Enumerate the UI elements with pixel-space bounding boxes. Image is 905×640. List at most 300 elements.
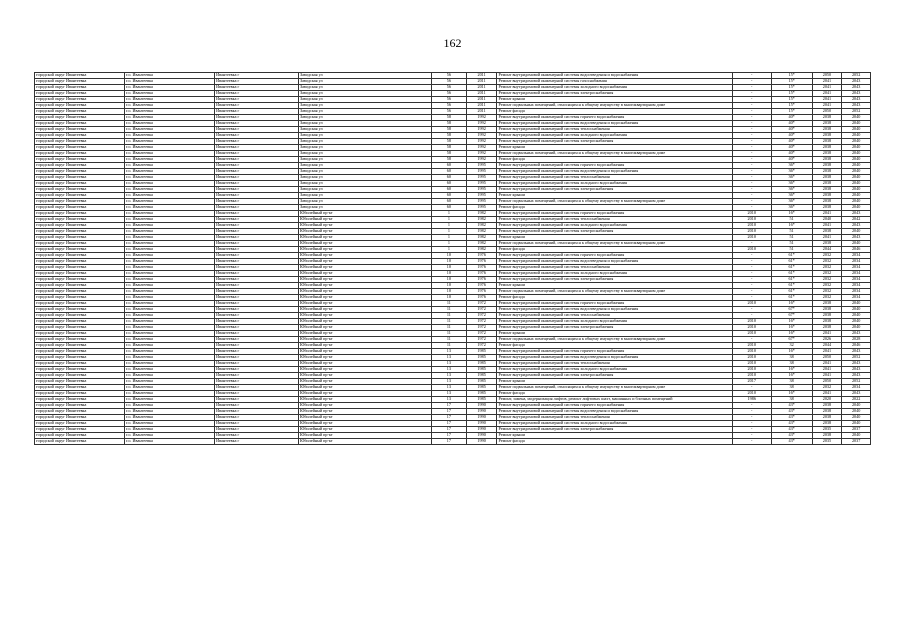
build-year-cell: 1990 xyxy=(466,403,497,409)
municipality-cell: городской округ Ивантеевка xyxy=(35,301,125,307)
district-cell: г.о. Ивантеевка xyxy=(125,337,215,343)
street-cell: Заводская ул xyxy=(298,97,431,103)
last-repair-year-cell: - xyxy=(732,205,771,211)
wear-cell: 40* xyxy=(771,121,812,127)
end-year-cell: 2040 xyxy=(842,169,871,175)
street-cell: Заводская ул xyxy=(298,205,431,211)
district-cell: г.о. Ивантеевка xyxy=(125,157,215,163)
wear-cell: 61* xyxy=(771,295,812,301)
start-year-cell: 2020 xyxy=(812,397,842,403)
wear-cell: 16* xyxy=(771,325,812,331)
city-cell: Ивантеевка г xyxy=(215,139,299,145)
municipality-cell: городской округ Ивантеевка xyxy=(35,103,125,109)
last-repair-year-cell: - xyxy=(732,259,771,265)
city-cell: Ивантеевка г xyxy=(215,343,299,349)
build-year-cell: 1976 xyxy=(466,277,497,283)
work-type-cell: Ремонт внутридомовой инженерной системы горячего водоснабжения xyxy=(497,163,732,169)
build-year-cell: 1976 xyxy=(466,283,497,289)
street-cell: Юбилейный пр-кт xyxy=(298,391,431,397)
house-number-cell: 11 xyxy=(431,337,466,343)
last-repair-year-cell: - xyxy=(732,403,771,409)
city-cell: Ивантеевка г xyxy=(215,235,299,241)
house-number-cell: 13 xyxy=(431,361,466,367)
wear-cell: 36* xyxy=(771,169,812,175)
wear-cell: 67* xyxy=(771,337,812,343)
house-number-cell: 10 xyxy=(431,253,466,259)
municipality-cell: городской округ Ивантеевка xyxy=(35,229,125,235)
street-cell: Юбилейный пр-кт xyxy=(298,253,431,259)
build-year-cell: 1985 xyxy=(466,385,497,391)
municipality-cell: городской округ Ивантеевка xyxy=(35,205,125,211)
start-year-cell: 2038 xyxy=(812,115,842,121)
wear-cell: 67* xyxy=(771,307,812,313)
municipality-cell: городской округ Ивантеевка xyxy=(35,121,125,127)
street-cell: Юбилейный пр-кт xyxy=(298,397,431,403)
city-cell: Ивантеевка г xyxy=(215,295,299,301)
wear-cell: 15* xyxy=(771,85,812,91)
wear-cell: 51 xyxy=(771,235,812,241)
city-cell: Ивантеевка г xyxy=(215,115,299,121)
build-year-cell: 1985 xyxy=(466,361,497,367)
city-cell: Ивантеевка г xyxy=(215,187,299,193)
work-type-cell: Ремонт внутридомовой инженерной системы холодного водоснабжения xyxy=(497,421,732,427)
start-year-cell: 2041 xyxy=(812,97,842,103)
work-type-cell: Ремонт внутридомовой инженерной системы электроснабжения xyxy=(497,325,732,331)
last-repair-year-cell: 2010 xyxy=(732,331,771,337)
start-year-cell: 2041 xyxy=(812,373,842,379)
build-year-cell: 1992 xyxy=(466,157,497,163)
end-year-cell: 2034 xyxy=(842,271,871,277)
end-year-cell: 2034 xyxy=(842,385,871,391)
street-cell: Заводская ул xyxy=(298,79,431,85)
house-number-cell: 58 xyxy=(431,133,466,139)
end-year-cell: 2040 xyxy=(842,199,871,205)
municipality-cell: городской округ Ивантеевка xyxy=(35,85,125,91)
street-cell: Юбилейный пр-кт xyxy=(298,307,431,313)
wear-cell: 40* xyxy=(771,139,812,145)
wear-cell: 36* xyxy=(771,193,812,199)
work-type-cell: Ремонт внутридомовой инженерной системы горячего водоснабжения xyxy=(497,301,732,307)
work-type-cell: Ремонт внутридомовой инженерной системы водоотведения и водоснабжения xyxy=(497,355,732,361)
last-repair-year-cell: - xyxy=(732,73,771,79)
end-year-cell: 2043 xyxy=(842,349,871,355)
end-year-cell: 2043 xyxy=(842,211,871,217)
build-year-cell: 1976 xyxy=(466,259,497,265)
end-year-cell: 2034 xyxy=(842,277,871,283)
house-number-cell: 11 xyxy=(431,331,466,337)
wear-cell: 61* xyxy=(771,259,812,265)
municipality-cell: городской округ Ивантеевка xyxy=(35,253,125,259)
city-cell: Ивантеевка г xyxy=(215,127,299,133)
start-year-cell: 2032 xyxy=(812,385,842,391)
work-type-cell: Ремонт фасада xyxy=(497,157,732,163)
wear-cell: 16* xyxy=(771,373,812,379)
build-year-cell: 1976 xyxy=(466,271,497,277)
start-year-cell: 2032 xyxy=(812,253,842,259)
city-cell: Ивантеевка г xyxy=(215,199,299,205)
district-cell: г.о. Ивантеевка xyxy=(125,301,215,307)
house-number-cell: 17 xyxy=(431,403,466,409)
wear-cell: 43* xyxy=(771,403,812,409)
start-year-cell: 2041 xyxy=(812,391,842,397)
street-cell: Заводская ул xyxy=(298,133,431,139)
district-cell: г.о. Ивантеевка xyxy=(125,271,215,277)
house-number-cell: 17 xyxy=(431,427,466,433)
house-number-cell: 58 xyxy=(431,115,466,121)
work-type-cell: Ремонт фасада xyxy=(497,247,732,253)
build-year-cell: 2011 xyxy=(466,79,497,85)
district-cell: г.о. Ивантеевка xyxy=(125,307,215,313)
city-cell: Ивантеевка г xyxy=(215,109,299,115)
last-repair-year-cell: - xyxy=(732,139,771,145)
build-year-cell: 1982 xyxy=(466,247,497,253)
city-cell: Ивантеевка г xyxy=(215,151,299,157)
district-cell: г.о. Ивантеевка xyxy=(125,211,215,217)
wear-cell: 40* xyxy=(771,157,812,163)
last-repair-year-cell: - xyxy=(732,151,771,157)
district-cell: г.о. Ивантеевка xyxy=(125,145,215,151)
build-year-cell: 1995 xyxy=(466,163,497,169)
city-cell: Ивантеевка г xyxy=(215,439,299,445)
district-cell: г.о. Ивантеевка xyxy=(125,193,215,199)
end-year-cell: 2043 xyxy=(842,103,871,109)
city-cell: Ивантеевка г xyxy=(215,433,299,439)
city-cell: Ивантеевка г xyxy=(215,325,299,331)
last-repair-year-cell: 2010 xyxy=(732,217,771,223)
work-type-cell: Ремонт внутридомовой инженерной системы горячего водоснабжения xyxy=(497,115,732,121)
start-year-cell: 2038 xyxy=(812,175,842,181)
street-cell: Юбилейный пр-кт xyxy=(298,415,431,421)
end-year-cell: 2046 xyxy=(842,247,871,253)
city-cell: Ивантеевка г xyxy=(215,97,299,103)
last-repair-year-cell: - xyxy=(732,157,771,163)
start-year-cell: 2032 xyxy=(812,271,842,277)
house-number-cell: 13 xyxy=(431,391,466,397)
last-repair-year-cell: 1986 xyxy=(732,397,771,403)
house-number-cell: 13 xyxy=(431,355,466,361)
end-year-cell: 2040 xyxy=(842,163,871,169)
municipality-cell: городской округ Ивантеевка xyxy=(35,307,125,313)
city-cell: Ивантеевка г xyxy=(215,289,299,295)
municipality-cell: городской округ Ивантеевка xyxy=(35,211,125,217)
municipality-cell: городской округ Ивантеевка xyxy=(35,343,125,349)
city-cell: Ивантеевка г xyxy=(215,247,299,253)
end-year-cell: 2034 xyxy=(842,289,871,295)
house-number-cell: 11 xyxy=(431,343,466,349)
district-cell: г.о. Ивантеевка xyxy=(125,403,215,409)
build-year-cell: 2011 xyxy=(466,85,497,91)
build-year-cell: 1982 xyxy=(466,223,497,229)
municipality-cell: городской округ Ивантеевка xyxy=(35,367,125,373)
last-repair-year-cell: - xyxy=(732,307,771,313)
district-cell: г.о. Ивантеевка xyxy=(125,277,215,283)
start-year-cell: 2038 xyxy=(812,241,842,247)
work-type-cell: Ремонт внутридомовой инженерной системы водоотведения и водоснабжения xyxy=(497,73,732,79)
last-repair-year-cell: - xyxy=(732,193,771,199)
municipality-cell: городской округ Ивантеевка xyxy=(35,145,125,151)
build-year-cell: 1992 xyxy=(466,115,497,121)
house-number-cell: 1 xyxy=(431,229,466,235)
street-cell: Заводская ул xyxy=(298,103,431,109)
last-repair-year-cell: 2017 xyxy=(732,379,771,385)
end-year-cell: 2040 xyxy=(842,301,871,307)
work-type-cell: Ремонт внутридомовой инженерной системы электроснабжения xyxy=(497,91,732,97)
municipality-cell: городской округ Ивантеевка xyxy=(35,391,125,397)
district-cell: г.о. Ивантеевка xyxy=(125,169,215,175)
work-type-cell: Ремонт фасада xyxy=(497,439,732,445)
end-year-cell: 2040 xyxy=(842,115,871,121)
last-repair-year-cell: 2010 xyxy=(732,343,771,349)
city-cell: Ивантеевка г xyxy=(215,145,299,151)
city-cell: Ивантеевка г xyxy=(215,193,299,199)
district-cell: г.о. Ивантеевка xyxy=(125,253,215,259)
municipality-cell: городской округ Ивантеевка xyxy=(35,247,125,253)
wear-cell: 16* xyxy=(771,211,812,217)
end-year-cell: 2040 xyxy=(842,151,871,157)
municipality-cell: городской округ Ивантеевка xyxy=(35,295,125,301)
work-type-cell: Ремонт внутридомовой инженерной системы электроснабжения xyxy=(497,229,732,235)
municipality-cell: городской округ Ивантеевка xyxy=(35,355,125,361)
last-repair-year-cell: - xyxy=(732,253,771,259)
street-cell: Юбилейный пр-кт xyxy=(298,229,431,235)
wear-cell: 36* xyxy=(771,181,812,187)
last-repair-year-cell: - xyxy=(732,409,771,415)
street-cell: Юбилейный пр-кт xyxy=(298,439,431,445)
house-number-cell: 1 xyxy=(431,223,466,229)
build-year-cell: 1995 xyxy=(466,205,497,211)
street-cell: Юбилейный пр-кт xyxy=(298,421,431,427)
last-repair-year-cell: - xyxy=(732,121,771,127)
build-year-cell: 1990 xyxy=(466,409,497,415)
work-type-cell: Ремонт внутридомовой инженерной системы электроснабжения xyxy=(497,427,732,433)
city-cell: Ивантеевка г xyxy=(215,217,299,223)
last-repair-year-cell: 2010 xyxy=(732,355,771,361)
end-year-cell: 2043 xyxy=(842,223,871,229)
end-year-cell: 2043 xyxy=(842,391,871,397)
city-cell: Ивантеевка г xyxy=(215,307,299,313)
district-cell: г.о. Ивантеевка xyxy=(125,289,215,295)
work-type-cell: Ремонт подвальных помещений, относящихся к общему имуществу в многоквартирном доме xyxy=(497,199,732,205)
work-type-cell: Ремонт внутридомовой инженерной системы водоотведения и водоснабжения xyxy=(497,409,732,415)
last-repair-year-cell: - xyxy=(732,199,771,205)
end-year-cell: 2034 xyxy=(842,295,871,301)
start-year-cell: 2038 xyxy=(812,409,842,415)
start-year-cell: 2041 xyxy=(812,91,842,97)
district-cell: г.о. Ивантеевка xyxy=(125,313,215,319)
last-repair-year-cell: - xyxy=(732,91,771,97)
work-type-cell: Ремонт внутридомовой инженерной системы горячего водоснабжения xyxy=(497,253,732,259)
municipality-cell: городской округ Ивантеевка xyxy=(35,397,125,403)
municipality-cell: городской округ Ивантеевка xyxy=(35,259,125,265)
street-cell: Юбилейный пр-кт xyxy=(298,217,431,223)
work-type-cell: Ремонт крыши xyxy=(497,97,732,103)
district-cell: г.о. Ивантеевка xyxy=(125,73,215,79)
municipality-cell: городской округ Ивантеевка xyxy=(35,175,125,181)
city-cell: Ивантеевка г xyxy=(215,415,299,421)
start-year-cell: 2032 xyxy=(812,259,842,265)
city-cell: Ивантеевка г xyxy=(215,367,299,373)
house-number-cell: 58 xyxy=(431,127,466,133)
wear-cell: 15* xyxy=(771,97,812,103)
street-cell: Юбилейный пр-кт xyxy=(298,367,431,373)
district-cell: г.о. Ивантеевка xyxy=(125,91,215,97)
municipality-cell: городской округ Ивантеевка xyxy=(35,97,125,103)
street-cell: Юбилейный пр-кт xyxy=(298,343,431,349)
build-year-cell: 1992 xyxy=(466,145,497,151)
wear-cell: 38 xyxy=(771,385,812,391)
last-repair-year-cell: - xyxy=(732,385,771,391)
city-cell: Ивантеевка г xyxy=(215,91,299,97)
district-cell: г.о. Ивантеевка xyxy=(125,331,215,337)
end-year-cell: 2046 xyxy=(842,343,871,349)
last-repair-year-cell: - xyxy=(732,271,771,277)
end-year-cell: 2043 xyxy=(842,85,871,91)
district-cell: г.о. Ивантеевка xyxy=(125,151,215,157)
last-repair-year-cell: 2010 xyxy=(732,235,771,241)
build-year-cell: 1990 xyxy=(466,421,497,427)
house-number-cell: 58 xyxy=(431,157,466,163)
wear-cell: 16* xyxy=(771,301,812,307)
end-year-cell: 2040 xyxy=(842,121,871,127)
wear-cell: 51 xyxy=(771,217,812,223)
street-cell: Заводская ул xyxy=(298,187,431,193)
municipality-cell: городской округ Ивантеевка xyxy=(35,241,125,247)
wear-cell: 15* xyxy=(771,79,812,85)
build-year-cell: 2011 xyxy=(466,91,497,97)
district-cell: г.о. Ивантеевка xyxy=(125,115,215,121)
end-year-cell: 2034 xyxy=(842,265,871,271)
city-cell: Ивантеевка г xyxy=(215,253,299,259)
district-cell: г.о. Ивантеевка xyxy=(125,361,215,367)
municipality-cell: городской округ Ивантеевка xyxy=(35,331,125,337)
district-cell: г.о. Ивантеевка xyxy=(125,181,215,187)
street-cell: Юбилейный пр-кт xyxy=(298,373,431,379)
municipality-cell: городской округ Ивантеевка xyxy=(35,337,125,343)
municipality-cell: городской округ Ивантеевка xyxy=(35,79,125,85)
wear-cell: 43* xyxy=(771,409,812,415)
district-cell: г.о. Ивантеевка xyxy=(125,205,215,211)
start-year-cell: 2038 xyxy=(812,181,842,187)
city-cell: Ивантеевка г xyxy=(215,271,299,277)
city-cell: Ивантеевка г xyxy=(215,259,299,265)
end-year-cell: 2040 xyxy=(842,157,871,163)
district-cell: г.о. Ивантеевка xyxy=(125,103,215,109)
work-type-cell: Ремонт фасада xyxy=(497,205,732,211)
district-cell: г.о. Ивантеевка xyxy=(125,421,215,427)
last-repair-year-cell: - xyxy=(732,145,771,151)
end-year-cell: 2040 xyxy=(842,205,871,211)
end-year-cell: 2043 xyxy=(842,367,871,373)
start-year-cell: 2038 xyxy=(812,205,842,211)
house-number-cell: 60 xyxy=(431,193,466,199)
start-year-cell: 2038 xyxy=(812,319,842,325)
work-type-cell: Ремонт внутридомовой инженерной системы теплоснабжения xyxy=(497,361,732,367)
wear-cell: 67* xyxy=(771,313,812,319)
district-cell: г.о. Ивантеевка xyxy=(125,133,215,139)
work-type-cell: Ремонт внутридомовой инженерной системы электроснабжения xyxy=(497,373,732,379)
street-cell: Заводская ул xyxy=(298,139,431,145)
wear-cell: 38 xyxy=(771,355,812,361)
start-year-cell: 2041 xyxy=(812,223,842,229)
city-cell: Ивантеевка г xyxy=(215,385,299,391)
city-cell: Ивантеевка г xyxy=(215,277,299,283)
wear-cell: 15* xyxy=(771,73,812,79)
last-repair-year-cell: - xyxy=(732,103,771,109)
municipality-cell: городской округ Ивантеевка xyxy=(35,115,125,121)
municipality-cell: городской округ Ивантеевка xyxy=(35,151,125,157)
build-year-cell: 1985 xyxy=(466,391,497,397)
wear-cell: 36* xyxy=(771,187,812,193)
start-year-cell: 2041 xyxy=(812,103,842,109)
end-year-cell: 2040 xyxy=(842,133,871,139)
start-year-cell: 2038 xyxy=(812,229,842,235)
build-year-cell: 1990 xyxy=(466,427,497,433)
end-year-cell: 2043 xyxy=(842,91,871,97)
house-number-cell: 10 xyxy=(431,259,466,265)
end-year-cell: 2043 xyxy=(842,97,871,103)
last-repair-year-cell: - xyxy=(732,337,771,343)
start-year-cell: 2038 xyxy=(812,163,842,169)
municipality-cell: городской округ Ивантеевка xyxy=(35,373,125,379)
wear-cell: 61* xyxy=(771,265,812,271)
house-number-cell: 10 xyxy=(431,271,466,277)
start-year-cell: 2041 xyxy=(812,85,842,91)
street-cell: Заводская ул xyxy=(298,85,431,91)
start-year-cell: 2038 xyxy=(812,403,842,409)
work-type-cell: Ремонт внутридомовой инженерной системы теплоснабжения xyxy=(497,415,732,421)
city-cell: Ивантеевка г xyxy=(215,427,299,433)
municipality-cell: городской округ Ивантеевка xyxy=(35,133,125,139)
municipality-cell: городской округ Ивантеевка xyxy=(35,187,125,193)
wear-cell: 40* xyxy=(771,133,812,139)
last-repair-year-cell: - xyxy=(732,283,771,289)
start-year-cell: 2038 xyxy=(812,301,842,307)
start-year-cell: 2038 xyxy=(812,193,842,199)
build-year-cell: 1972 xyxy=(466,301,497,307)
work-type-cell: Ремонт подвальных помещений, относящихся к общему имуществу в многоквартирном доме xyxy=(497,337,732,343)
municipality-cell: городской округ Ивантеевка xyxy=(35,319,125,325)
house-number-cell: 1 xyxy=(431,247,466,253)
end-year-cell: 2022 xyxy=(842,397,871,403)
start-year-cell: 2044 xyxy=(812,247,842,253)
last-repair-year-cell: - xyxy=(732,295,771,301)
wear-cell: 61* xyxy=(771,289,812,295)
street-cell: Юбилейный пр-кт xyxy=(298,301,431,307)
city-cell: Ивантеевка г xyxy=(215,211,299,217)
district-cell: г.о. Ивантеевка xyxy=(125,97,215,103)
house-number-cell: 10 xyxy=(431,283,466,289)
district-cell: г.о. Ивантеевка xyxy=(125,223,215,229)
end-year-cell: 2043 xyxy=(842,373,871,379)
start-year-cell: 2032 xyxy=(812,265,842,271)
street-cell: Заводская ул xyxy=(298,151,431,157)
last-repair-year-cell: - xyxy=(732,421,771,427)
municipality-cell: городской округ Ивантеевка xyxy=(35,325,125,331)
city-cell: Ивантеевка г xyxy=(215,409,299,415)
start-year-cell: 2038 xyxy=(812,127,842,133)
municipality-cell: городской округ Ивантеевка xyxy=(35,157,125,163)
street-cell: Заводская ул xyxy=(298,175,431,181)
end-year-cell: 2040 xyxy=(842,415,871,421)
build-year-cell: 1982 xyxy=(466,235,497,241)
last-repair-year-cell: - xyxy=(732,169,771,175)
build-year-cell: 1985 xyxy=(466,349,497,355)
wear-cell: 40* xyxy=(771,145,812,151)
build-year-cell: 1990 xyxy=(466,439,497,445)
start-year-cell: 2038 xyxy=(812,169,842,175)
work-type-cell: Ремонт крыши xyxy=(497,193,732,199)
district-cell: г.о. Ивантеевка xyxy=(125,79,215,85)
